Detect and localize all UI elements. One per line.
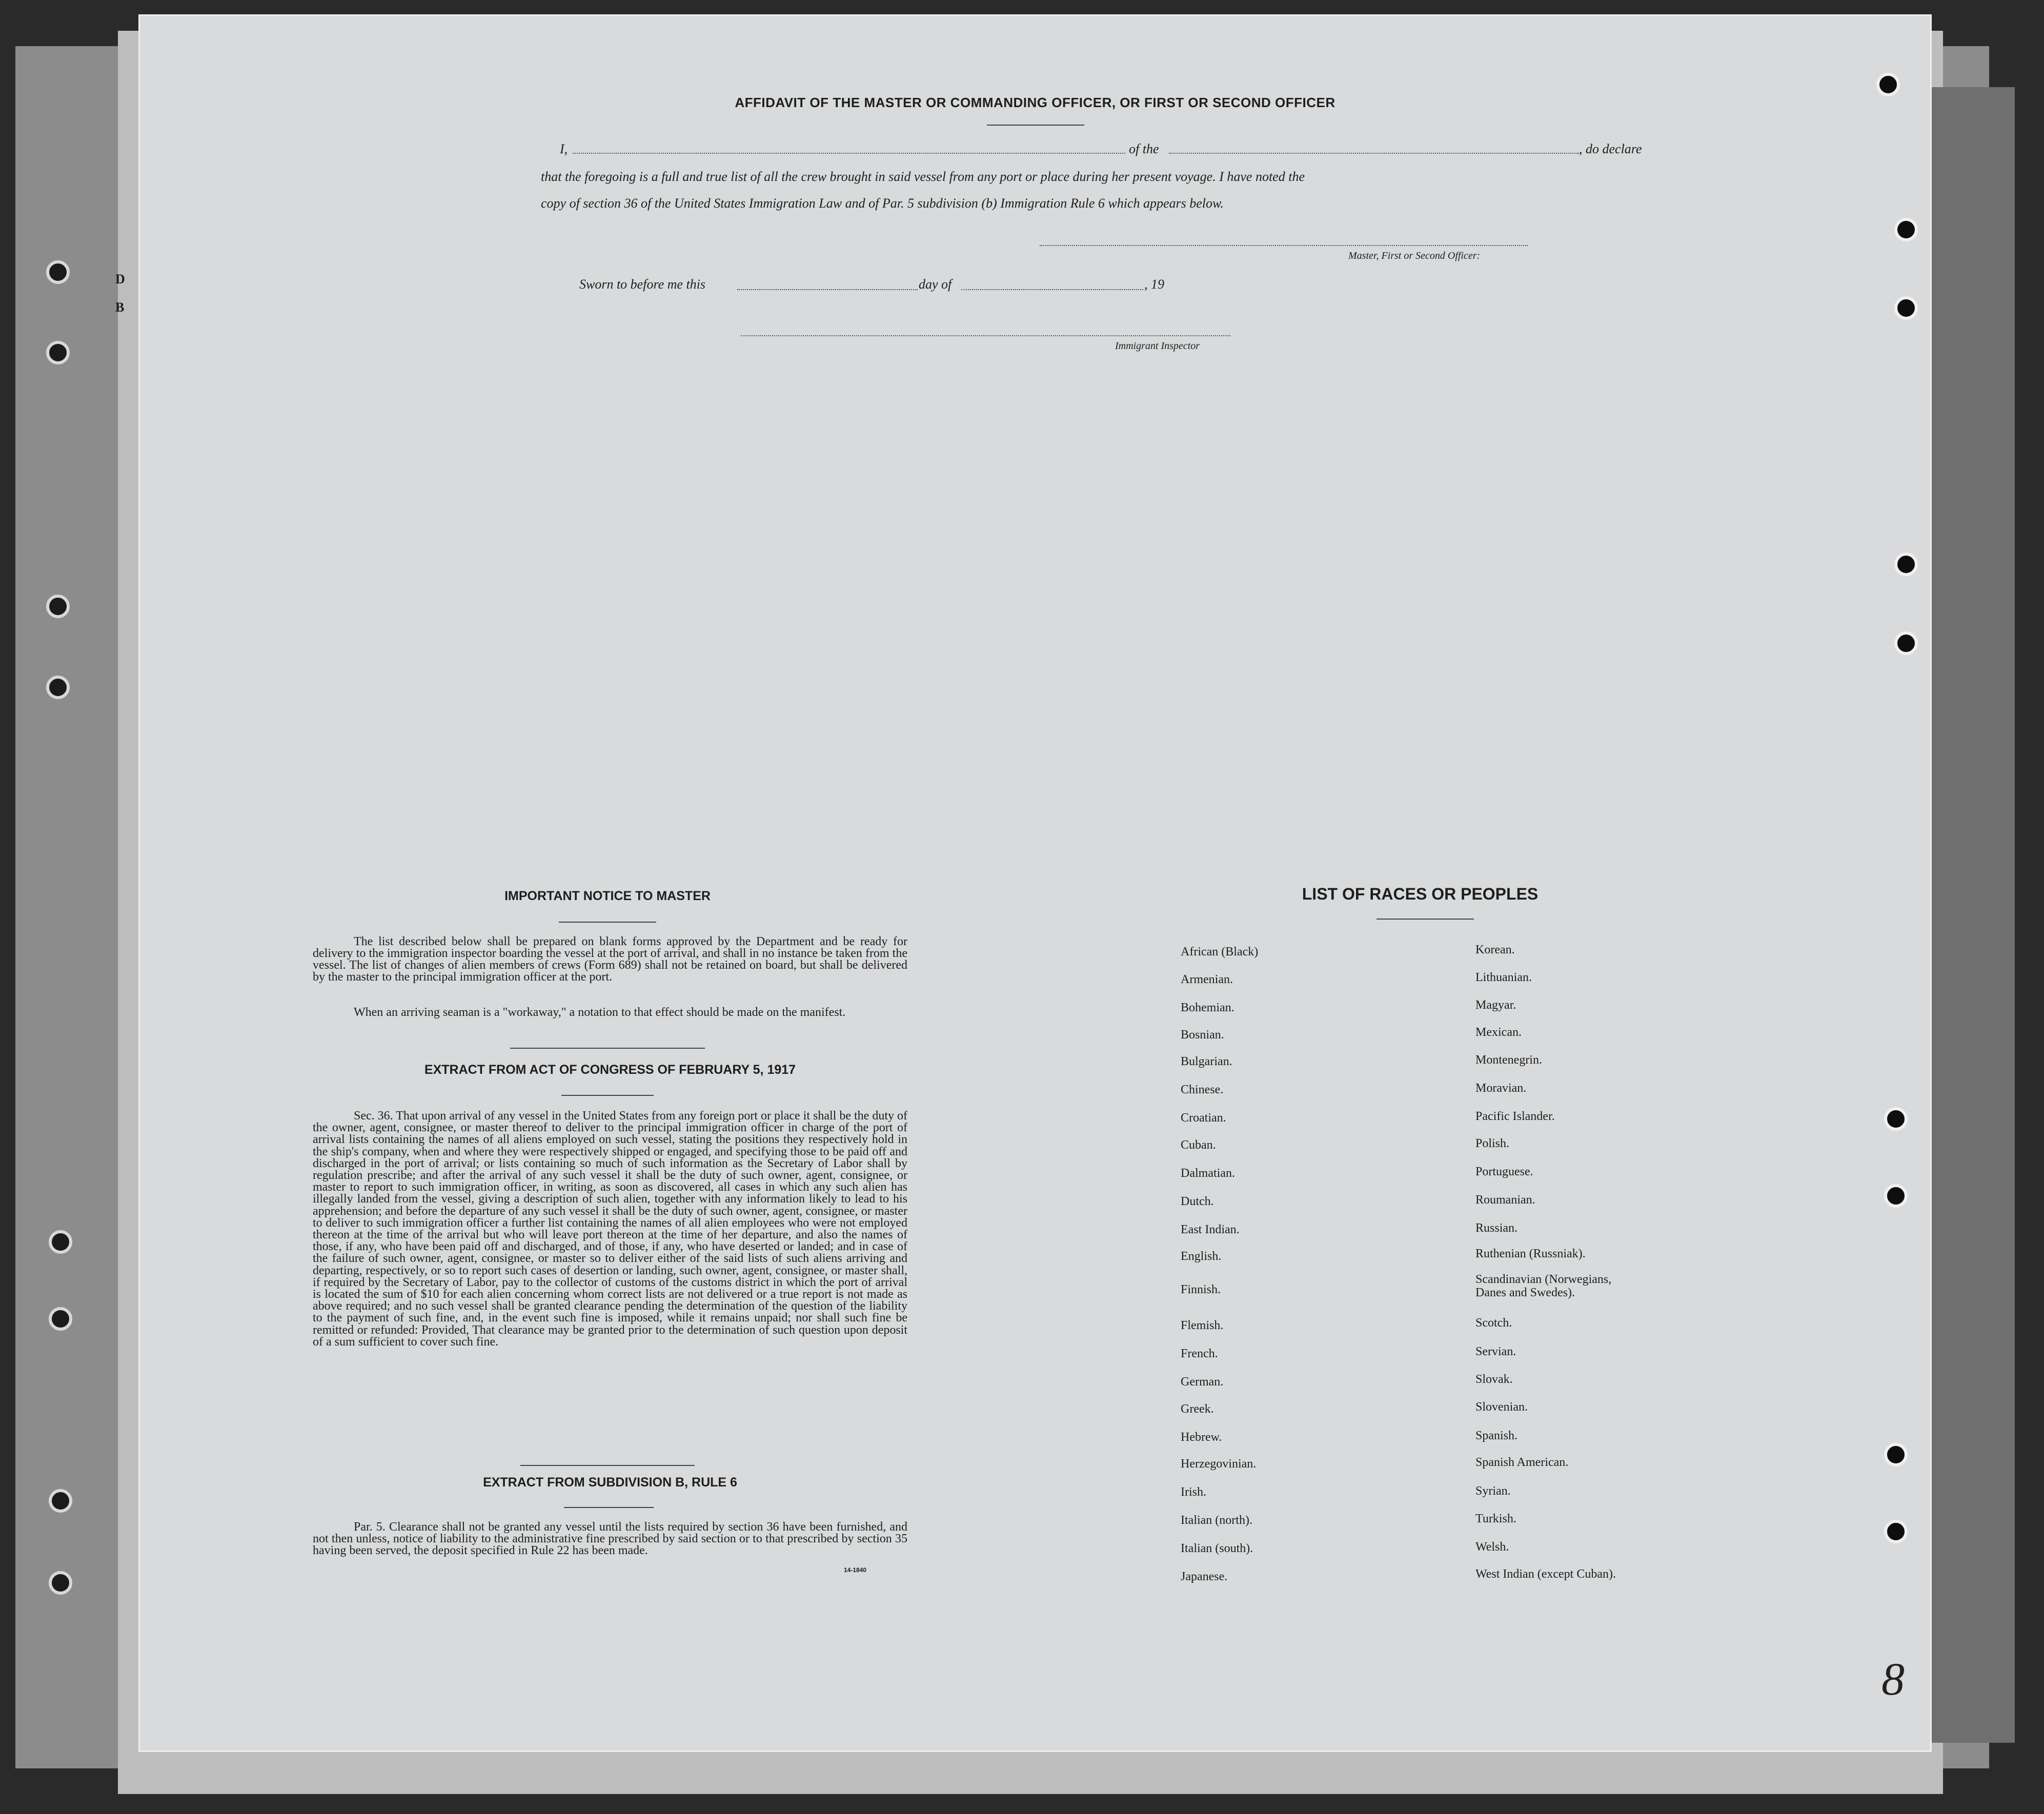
margin-letter-d: D xyxy=(115,272,125,287)
extract-rule-title: EXTRACT FROM SUBDIVISION B, RULE 6 xyxy=(483,1475,737,1490)
race-entry: Montenegrin. xyxy=(1475,1053,1542,1067)
race-entry: Servian. xyxy=(1475,1345,1516,1358)
sworn-day-of: day of xyxy=(919,277,952,292)
race-entry: West Indian (except Cuban). xyxy=(1475,1567,1616,1581)
affidavit-of-the: of the xyxy=(1129,141,1159,156)
race-entry: Greek. xyxy=(1181,1402,1214,1416)
race-entry: Chinese. xyxy=(1181,1083,1224,1096)
race-entry: Russian. xyxy=(1475,1221,1518,1235)
binding-hole-icon xyxy=(1876,73,1900,96)
race-entry: Slovak. xyxy=(1475,1373,1513,1386)
binding-hole-icon xyxy=(1894,296,1918,320)
races-title: LIST OF RACES OR PEOPLES xyxy=(1302,885,1539,903)
signature-label: Master, First or Second Officer: xyxy=(1348,250,1481,261)
race-entry: Italian (south). xyxy=(1181,1542,1253,1555)
race-entry: African (Black) xyxy=(1181,945,1259,959)
binding-hole-icon xyxy=(1894,631,1918,655)
race-entry: Pacific Islander. xyxy=(1475,1110,1555,1123)
sworn-text: Sworn to before me this xyxy=(579,277,706,292)
notice-para1: The list described below shall be prepared on blank forms approved by the Department and be ready for delivery to the immigration inspector boarding the vessel at the port of arrival, and shall in no instance be taken from the vessel. The list of changes of alien members of crews (Form 689) shall not be retained on board, but shall be delivered by the master to the principal immigration officer at the port. xyxy=(313,935,907,984)
race-entry: Armenian. xyxy=(1181,973,1233,986)
race-entry: Turkish. xyxy=(1475,1512,1516,1525)
affidavit-title: AFFIDAVIT OF THE MASTER OR COMMANDING OFFICER, OR FIRST OR SECOND OFFICER xyxy=(735,95,1335,110)
binding-hole-icon xyxy=(1894,218,1918,241)
race-entry: Dutch. xyxy=(1181,1195,1214,1208)
race-entry: East Indian. xyxy=(1181,1223,1240,1236)
binding-hole-icon xyxy=(49,1307,72,1331)
race-entry: Irish. xyxy=(1181,1485,1206,1499)
name-blank xyxy=(573,153,1125,154)
rule-divider xyxy=(520,1465,695,1466)
binding-hole-icon xyxy=(46,260,70,284)
underlying-page-edge xyxy=(1917,87,2015,1743)
binding-hole-icon xyxy=(46,676,70,699)
race-entry: Scandinavian (Norwegians, Danes and Swedes). xyxy=(1475,1273,1612,1299)
notice-title: IMPORTANT NOTICE TO MASTER xyxy=(504,889,711,903)
signature-line xyxy=(1040,245,1528,246)
sworn-day-blank xyxy=(737,289,918,290)
race-entry: Polish. xyxy=(1475,1137,1510,1150)
race-entry: Welsh. xyxy=(1475,1540,1509,1554)
sworn-month-blank xyxy=(961,289,1143,290)
race-entry: Scotch. xyxy=(1475,1316,1512,1330)
race-entry: Bosnian. xyxy=(1181,1028,1224,1042)
race-entry: Lithuanian. xyxy=(1475,971,1532,984)
affidavit-line3: copy of section 36 of the United States Immigration Law and of Par. 5 subdivision (b) Immigration Rule 6 which appears below. xyxy=(541,196,1224,211)
inspector-signature-line xyxy=(741,335,1230,336)
race-entry: Hebrew. xyxy=(1181,1431,1222,1444)
extract-act-title: EXTRACT FROM ACT OF CONGRESS OF FEBRUARY 5, 1917 xyxy=(424,1063,796,1077)
race-entry: German. xyxy=(1181,1375,1224,1389)
binding-hole-icon xyxy=(49,1489,72,1513)
race-entry: Croatian. xyxy=(1181,1111,1226,1125)
binding-hole-icon xyxy=(1894,553,1918,576)
race-entry: Dalmatian. xyxy=(1181,1167,1235,1180)
binding-hole-icon xyxy=(49,1230,72,1254)
extract-act-text: Sec. 36. That upon arrival of any vessel in the United States from any foreign port or place it shall be the duty of the owner, agent, consignee, or master thereof to deliver to the principal immigration officer in charge of the port of arrival lists containing the names of all aliens employed on such vessel, stating the positions they respectively hold in the ship's company, when and where they were respectively shipped or engaged, and specifying those to be paid off and discharged in the port of arrival; or lists containing so much of such information as the Secretary of Labor shall by regulation prescribe; and after the arrival of any such vessel it shall be the duty of such owner, agent, consignee, or master to report to such immigration officer, in writing, as soon as discovered, all cases in which any such alien has illegally landed from the vessel, giving a description of such alien, together with any information likely to lead to his apprehension; and before the departure of any such vessel it shall be the duty of such owner, agent, consignee, or master to deliver to such immigration officer a further list containing the names of all alien employees who were not employed thereon at the time of the arrival but who will leave port thereon at the time of her departure, and also the names of those, if any, who have been paid off and discharged, and of those, if any, who have deserted or landed; and in case of the failure of such owner, agent, consignee, or master so to deliver either of the said lists of such aliens arriving and departing, respectively, or so to report such cases of desertion or landing, such owner, agent, consignee, or master shall, if required by the Secretary of Labor, pay to the collector of customs of the customs district in which the port of arrival is located the sum of $10 for each alien concerning whom correct lists are not delivered or a true report is not made as above required; and no such vessel shall be granted clearance pending the determination of the question of the liability to the payment of such fine, and, in the event such fine is imposed, while it remains unpaid; nor shall such fine be remitted or refunded: Provided, That clearance may be granted prior to the determination of such question upon deposit of a sum sufficient to cover such fine. xyxy=(313,1109,907,1349)
inspector-label: Immigrant Inspector xyxy=(1115,340,1200,352)
manifest-page xyxy=(138,14,1932,1752)
race-entry: Bohemian. xyxy=(1181,1001,1235,1014)
extract-rule-text: Par. 5. Clearance shall not be granted any vessel until the lists required by section 36 have been furnished, and not then unless, notice of liability to the administrative fine prescribed by said section or to that prescribed by section 35 having been served, the deposit specified in Rule 22 has been made. xyxy=(313,1520,907,1557)
extract-rule-underline xyxy=(564,1507,654,1508)
race-entry: Spanish American. xyxy=(1475,1456,1569,1469)
race-entry: Syrian. xyxy=(1475,1484,1511,1498)
race-entry: Cuban. xyxy=(1181,1138,1216,1152)
margin-letter-b: B xyxy=(115,300,125,315)
race-entry: Herzegovinian. xyxy=(1181,1457,1257,1471)
extract-act-underline xyxy=(561,1095,654,1096)
notice-underline xyxy=(559,922,656,923)
affidavit-line2: that the foregoing is a full and true list of all the crew brought in said vessel from any port or place during her present voyage. I have noted the xyxy=(541,169,1305,184)
notice-para2: When an arriving seaman is a "workaway," a notation to that effect should be made on the manifest. xyxy=(354,1006,846,1019)
race-entry: Bulgarian. xyxy=(1181,1055,1232,1068)
binding-hole-icon xyxy=(46,595,70,618)
sworn-year: , 19 xyxy=(1144,277,1164,292)
race-entry: Magyar. xyxy=(1475,998,1516,1012)
race-entry: French. xyxy=(1181,1347,1218,1360)
title-underline xyxy=(987,125,1084,126)
binding-hole-icon xyxy=(1884,1107,1908,1131)
race-entry: Portuguese. xyxy=(1475,1165,1533,1178)
race-entry: Slovenian. xyxy=(1475,1400,1528,1414)
race-entry: Finnish. xyxy=(1181,1283,1221,1296)
race-entry: Mexican. xyxy=(1475,1026,1522,1039)
race-entry: Spanish. xyxy=(1475,1429,1518,1442)
page-number-handwritten: 8 xyxy=(1881,1654,1905,1705)
race-entry: Ruthenian (Russniak). xyxy=(1475,1247,1586,1260)
binding-hole-icon xyxy=(1884,1443,1908,1466)
race-entry: Italian (north). xyxy=(1181,1514,1252,1527)
race-entry: English. xyxy=(1181,1250,1222,1263)
binding-hole-icon xyxy=(49,1571,72,1595)
binding-hole-icon xyxy=(1884,1520,1908,1543)
race-entry: Roumanian. xyxy=(1475,1193,1535,1207)
affidavit-i: I, xyxy=(560,141,568,156)
binding-hole-icon xyxy=(46,341,70,364)
form-code: 14-1840 xyxy=(844,1566,867,1574)
affidavit-declare: , do declare xyxy=(1579,141,1642,156)
race-entry: Japanese. xyxy=(1181,1570,1228,1583)
notice-divider xyxy=(510,1048,705,1049)
vessel-blank xyxy=(1169,153,1579,154)
race-entry: Flemish. xyxy=(1181,1319,1224,1332)
binding-hole-icon xyxy=(1884,1184,1908,1208)
race-entry: Moravian. xyxy=(1475,1082,1527,1095)
races-underline xyxy=(1377,919,1474,920)
race-entry: Korean. xyxy=(1475,943,1515,956)
